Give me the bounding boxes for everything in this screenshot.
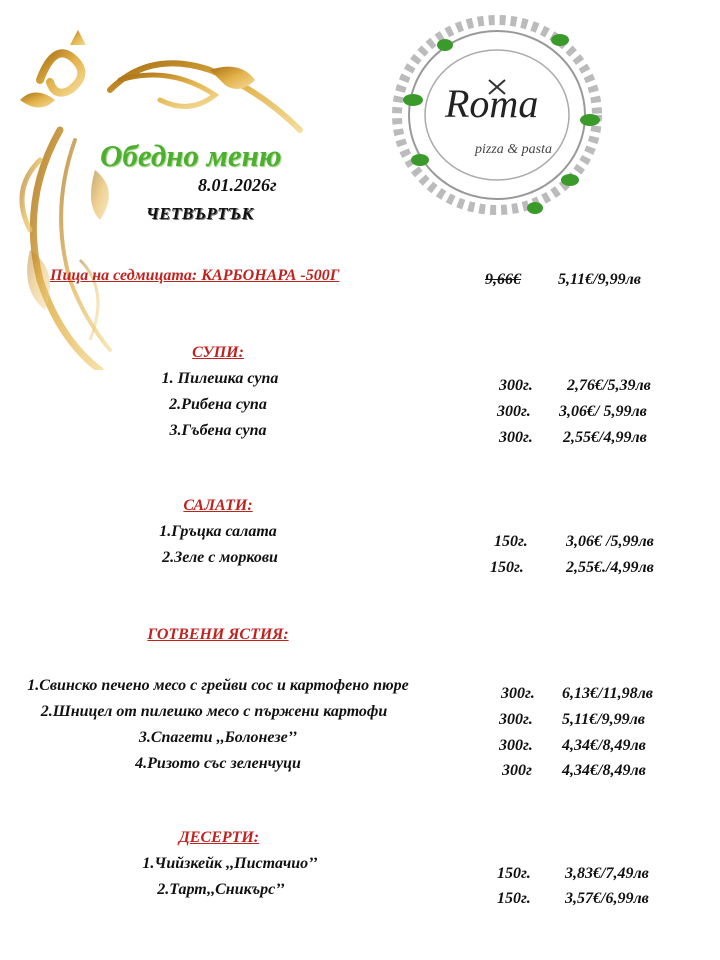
list-item: 1.Гръцка салата [159, 523, 277, 540]
list-item: 3.Спагети ,,Болонезе’’ [138, 729, 298, 746]
item-weight: 150г. [497, 890, 531, 907]
item-weight: 150г. [497, 865, 531, 882]
item-price: 3,83€/7,49лв [565, 865, 649, 882]
logo-name: Roma [445, 81, 539, 126]
item-price: 5,11€/9,99лв [562, 711, 645, 728]
item-weight: 300г. [499, 737, 533, 754]
list-item: 2.Тарт,,Сникърс’’ [157, 881, 285, 898]
salads-heading: САЛАТИ: [183, 497, 253, 514]
item-weight: 300г. [499, 377, 533, 394]
list-item: 3.Гъбена супа [169, 422, 267, 439]
item-price: 2,76€/5,39лв [567, 377, 651, 394]
list-item: 2.Шницел от пилешко месо с пържени картофи [40, 703, 388, 720]
item-price: 4,34€/8,49лв [562, 737, 646, 754]
item-price: 2,55€/4,99лв [563, 429, 647, 446]
item-weight: 300г. [497, 403, 531, 420]
list-item: 4.Ризото със зеленчуци [135, 755, 301, 772]
item-price: 3,06€/ 5,99лв [559, 403, 647, 420]
pizza-old-price: 9,66€ [485, 271, 521, 288]
gold-ornament-icon [0, 20, 330, 370]
list-item: 1.Чийзкейк ,,Пистачио’’ [142, 855, 318, 872]
item-weight: 300г. [499, 711, 533, 728]
menu-date: 8.01.2026г [198, 175, 277, 195]
list-item: 2.Зеле с моркови [162, 549, 278, 566]
item-weight: 300г. [501, 685, 535, 702]
pizza-price: 5,11€/9,99лв [558, 271, 641, 288]
roma-logo [385, 10, 610, 225]
list-item: 1.Свинско печено месо с грейви сос и картофено пюре [27, 677, 409, 694]
desserts-heading: ДЕСЕРТИ: [178, 829, 260, 846]
pizza-of-week-label: Пица на седмицата: КАРБОНАРА -500Г [50, 267, 340, 284]
item-price: 2,55€./4,99лв [566, 559, 654, 576]
page-title: Обедно меню [100, 138, 282, 173]
item-price: 4,34€/8,49лв [562, 762, 646, 779]
menu-weekday: ЧЕТВЪРТЪК [146, 204, 254, 223]
item-price: 3,06€ /5,99лв [566, 533, 654, 550]
list-item: 2.Рибена супа [169, 396, 267, 413]
item-price: 3,57€/6,99лв [565, 890, 649, 907]
item-weight: 300г [502, 762, 532, 779]
soups-heading: СУПИ: [192, 344, 244, 361]
item-price: 6,13€/11,98лв [562, 685, 653, 702]
item-weight: 150г. [490, 559, 524, 576]
cooked-heading: ГОТВЕНИ ЯСТИЯ: [147, 626, 289, 643]
item-weight: 150г. [494, 533, 528, 550]
item-weight: 300г. [499, 429, 533, 446]
logo-tagline: pizza & pasta [475, 142, 553, 157]
list-item: 1. Пилешка супа [161, 370, 279, 387]
